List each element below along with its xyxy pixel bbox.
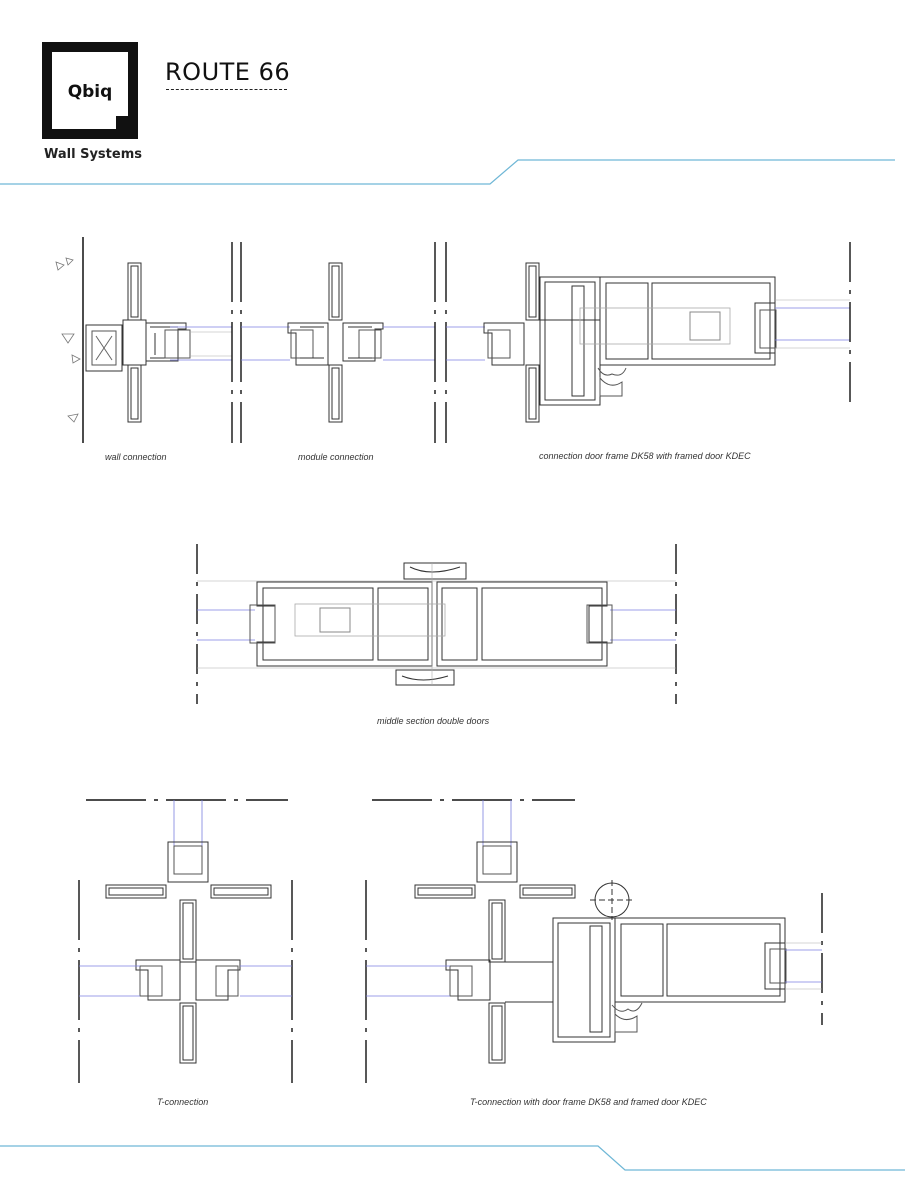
- drawing-t-connection: [79, 800, 292, 1083]
- caption-door-frame-connection: connection door frame DK58 with framed door KDEC: [539, 451, 751, 461]
- caption-module-connection: module connection: [298, 452, 374, 462]
- drawing-door-frame-connection: [446, 242, 850, 422]
- logo-text: Qbiq: [67, 82, 113, 102]
- drawing-wall-connection: [56, 237, 241, 443]
- page-title: ROUTE 66: [165, 58, 291, 86]
- drawing-module-connection: [241, 242, 446, 443]
- caption-t-connection: T-connection: [157, 1097, 209, 1107]
- caption-t-connection-door: T-connection with door frame DK58 and framed door KDEC: [470, 1097, 707, 1107]
- caption-double-doors: middle section double doors: [377, 716, 490, 726]
- drawing-double-doors: [197, 544, 676, 704]
- brand-subtitle: Wall Systems: [44, 147, 142, 162]
- drawing-t-connection-door: [366, 800, 822, 1083]
- caption-wall-connection: wall connection: [105, 452, 167, 462]
